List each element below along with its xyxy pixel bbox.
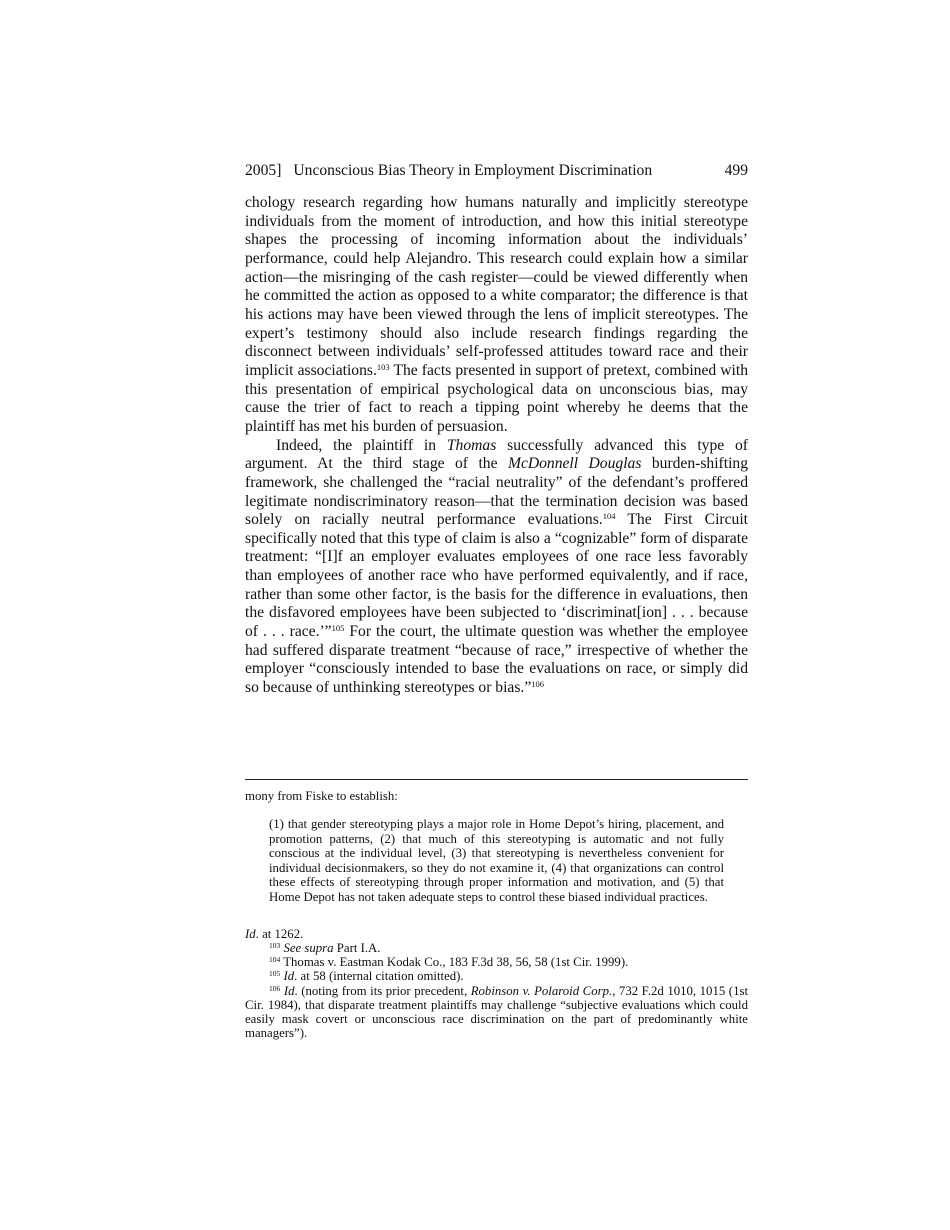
paragraph-2-text: burden-shifting framework, she challenged the “racial neutrality” of the defendant’s proffered legitimate nondiscriminatory reason—that the termination decision was based solely on racially neutral performance evaluations. [245,455,748,529]
footnote-ref-106: 106 [531,679,544,690]
footnote-text: . at 58 (internal citation omitted). [294,969,464,984]
main-text [245,194,748,698]
paragraph-1-text-continued: The facts presented in support of pretext, combined with this presentation of empirical psychological data on unconscious bias, may cause the trier of fact to reach a tipping point whereby he deems that the plaintiff has met his burden of persuasion. [245,361,748,435]
footnote-ref-104: 104 [602,511,616,522]
signal-italic: See supra [283,941,334,955]
footnote-list [245,941,748,1040]
running-header [245,161,748,180]
footnote-number: 104 [269,955,281,965]
paragraph-1-text: chology research regarding how humans naturally and implicitly stereotype individuals from the moment of introduction, and how this initial stereotype shapes the processing of incoming information about the individuals’ performance, could help Alejandro. This research could explain how a similar action—the misringing of the cash register—could be viewed differently when he committed the action as opposed to a white comparator; the difference is that his actions may have been viewed through the lens of implicit stereotypes. The expert’s testimony should also include research findings regarding the disconnect between individuals’ self-professed attitudes toward race and their implicit associations. [245,194,748,379]
case-name-robinson: Robinson v. Polaroid Corp. [470,983,613,998]
paragraph-2-text: Indeed, the plaintiff in [276,436,447,454]
footnote-103 [245,941,748,955]
header-left [245,161,652,180]
case-name-thomas: Thomas [446,436,497,454]
footnote-ref-103: 103 [376,361,390,372]
footnote-continuation: mony from Fiske to establish: [245,789,398,803]
id-italic: Id [245,927,256,941]
paragraph-1 [245,194,748,437]
footnote-number: 103 [269,941,281,950]
footnote-text: . (noting from its prior precedent, [294,983,471,998]
footnote-text: , 732 F.2d 1010, 1015 (1st Cir. 1984), that disparate treatment plaintiffs may challenge “subjective evaluations which could easily mask covert or unconscious race discrimination on the part of predominantly white managers”). [245,983,748,1041]
footnote-block-quote: (1) that gender stereotyping plays a major role in Home Depot’s hiring, placement, and promotion patterns, (2) that much of this stereotyping is automatic and not fully conscious at the individual level, (3) that stereotyping is nevertheless convenient for individual decisionmakers, so they do not examine it, (4) that organizations can control these effects of stereotyping through proper information and motivation, and (5) that Home Depot has not taken adequate steps to control these biased individual practices. [269,817,724,904]
footnote-text: Thomas v. Eastman Kodak Co., 183 F.3d 38, 56, 58 (1st Cir. 1999). [283,955,629,970]
footnote-text: Part I.A. [333,941,381,955]
footnote-106 [245,984,748,1041]
case-name-mcdonnell: McDonnell Douglas [507,455,642,473]
header-title: Unconscious Bias Theory in Employment Discrimination [293,162,653,179]
footnote-number: 106 [269,983,281,993]
footnote-id-cite [245,927,748,941]
footnote-divider [245,779,748,780]
paragraph-2 [245,437,748,698]
id-italic: Id [283,983,295,998]
footnote-105 [245,969,748,983]
id-italic: Id [283,969,295,984]
header-year: 2005] [245,162,282,179]
paragraph-2-text: For the court, the ultimate question was whether the employee had suffered disparate treatment “because of race,” irrespective of whether the employer “consciously intended to base the evaluations on race, or simply did so because of unthinking stereotypes or bias.” [245,623,748,697]
footnote-ref-105: 105 [331,623,345,634]
paragraph-2-text: The First Circuit specifically noted that this type of claim is also a “cognizable” form of disparate treatment: “[I]f an employer evaluates employees of one race less favorably than employees of another race who have performed equivalently, and if race, rather than some other factor, is the basis for the difference in evaluations, then the disfavored employees have been subjected to ‘discriminat[ion] . . . because of . . . race.’” [245,511,748,641]
paragraph-2-text: successfully advanced this type of argument. At the third stage of the [245,436,749,473]
page-number: 499 [724,162,748,179]
id-cite-text: . at 1262. [255,927,304,941]
footnote-104 [245,955,748,969]
footnote-number: 105 [269,969,281,979]
